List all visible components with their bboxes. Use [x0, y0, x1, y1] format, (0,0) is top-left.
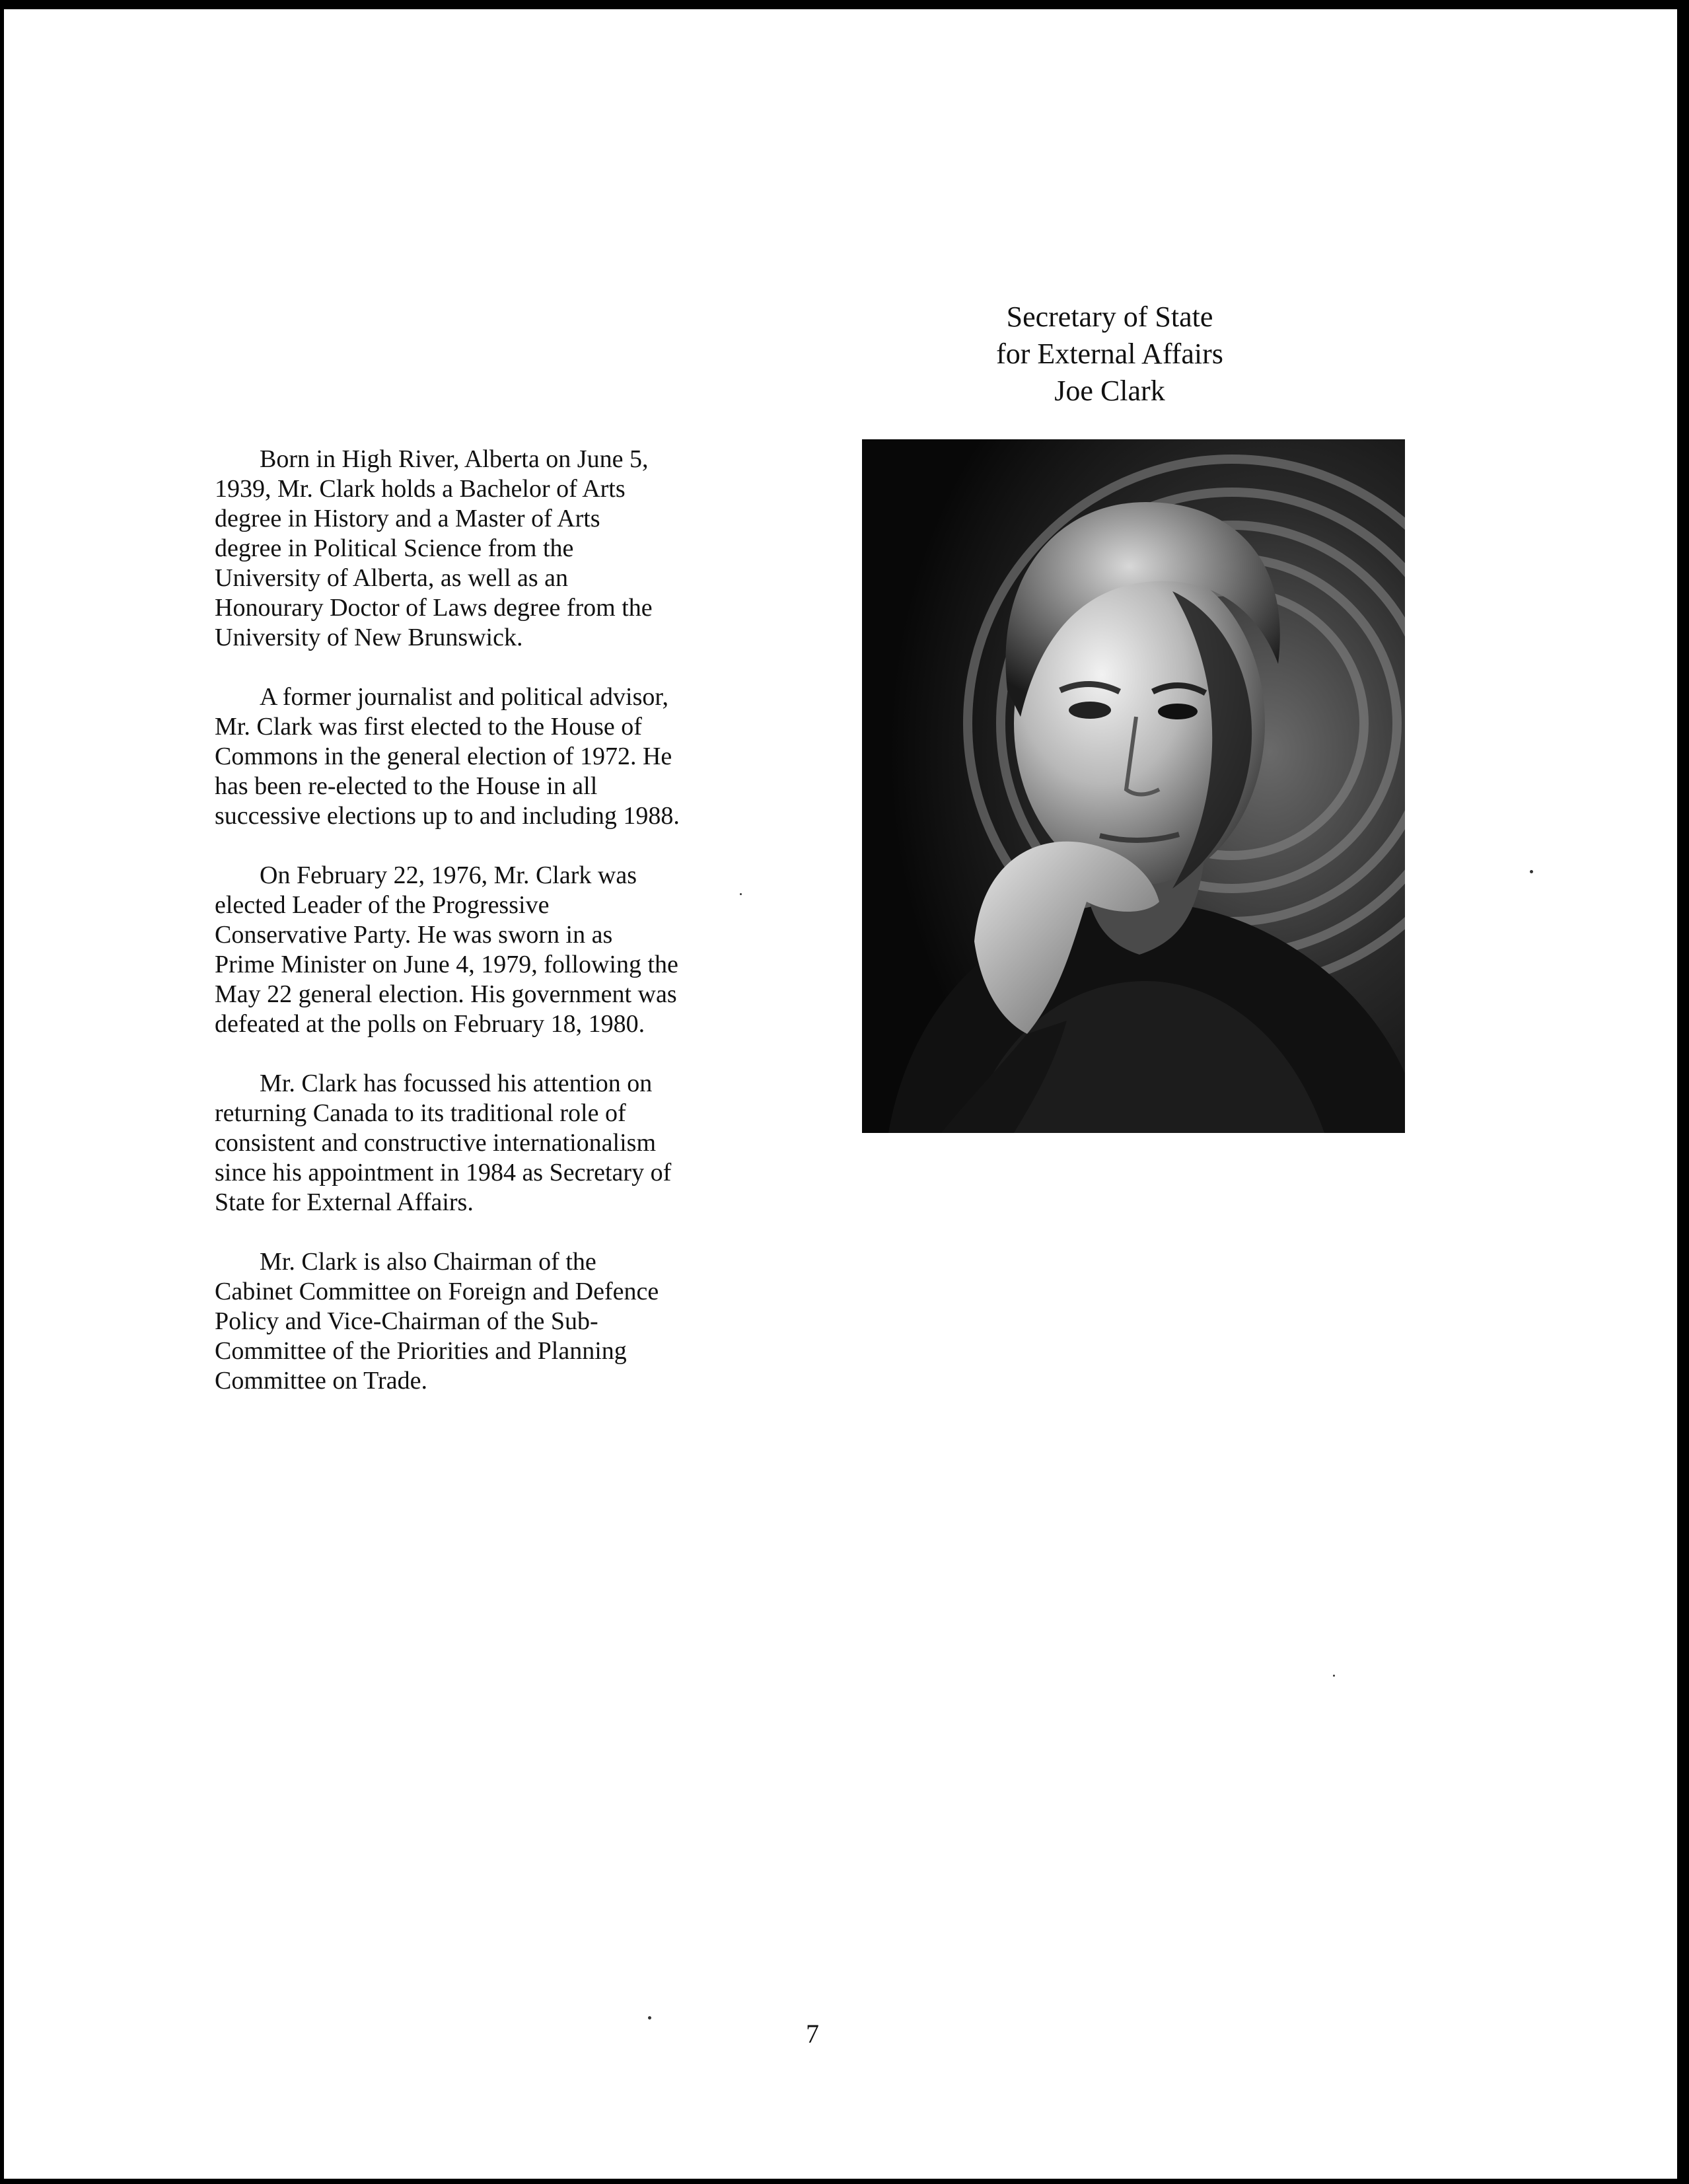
heading-department-line: for External Affairs	[996, 338, 1223, 370]
portrait-illustration	[862, 439, 1405, 1133]
scan-border-bottom	[0, 2179, 1689, 2184]
scan-speck	[1333, 1675, 1335, 1677]
page-heading	[885, 299, 1334, 410]
scan-speck	[1530, 870, 1533, 873]
scan-speck	[648, 2016, 651, 2020]
bio-paragraph-committees: Mr. Clark is also Chairman of the Cabinet Committee on Foreign and Defence Policy and Vice-Chairman of the Sub- Committee of the Priorities and Planning Committee on Trade.	[215, 1248, 659, 1395]
page-number: 7	[806, 2019, 819, 2049]
bio-paragraph-birth-education: Born in High River, Alberta on June 5, 1939, Mr. Clark holds a Bachelor of Arts degree in History and a Master of Arts degree in Political Science from the University of Alberta, as well as an Honourary Doctor of Laws degree from the University of New Brunswick.	[215, 445, 653, 651]
heading-name-line: Joe Clark	[1054, 375, 1165, 407]
scan-border-left	[0, 0, 4, 2184]
biography-text	[215, 445, 789, 1426]
portrait-photo	[862, 439, 1405, 1133]
scan-speck	[740, 893, 742, 895]
bio-paragraph-foreign-policy: Mr. Clark has focussed his attention on returning Canada to its traditional role of consistent and constructive internationalism since his appointment in 1984 as Secretary of State for External Affairs.	[215, 1070, 672, 1216]
scan-border-right	[1677, 0, 1689, 2184]
bio-paragraph-career: A former journalist and political advisor, Mr. Clark was first elected to the House of Commons in the general election of 1972. He has been re-elected to the House in all successive elections up to and including 1988.	[215, 683, 680, 830]
bio-paragraph-prime-minister: On February 22, 1976, Mr. Clark was elected Leader of the Progressive Conservative Party. He was sworn in as Prime Minister on June 4, 1979, following the May 22 general election. His government was defeated at the polls on February 18, 1980.	[215, 861, 678, 1038]
scan-border-top	[0, 0, 1689, 9]
heading-title-line: Secretary of State	[1006, 301, 1213, 333]
